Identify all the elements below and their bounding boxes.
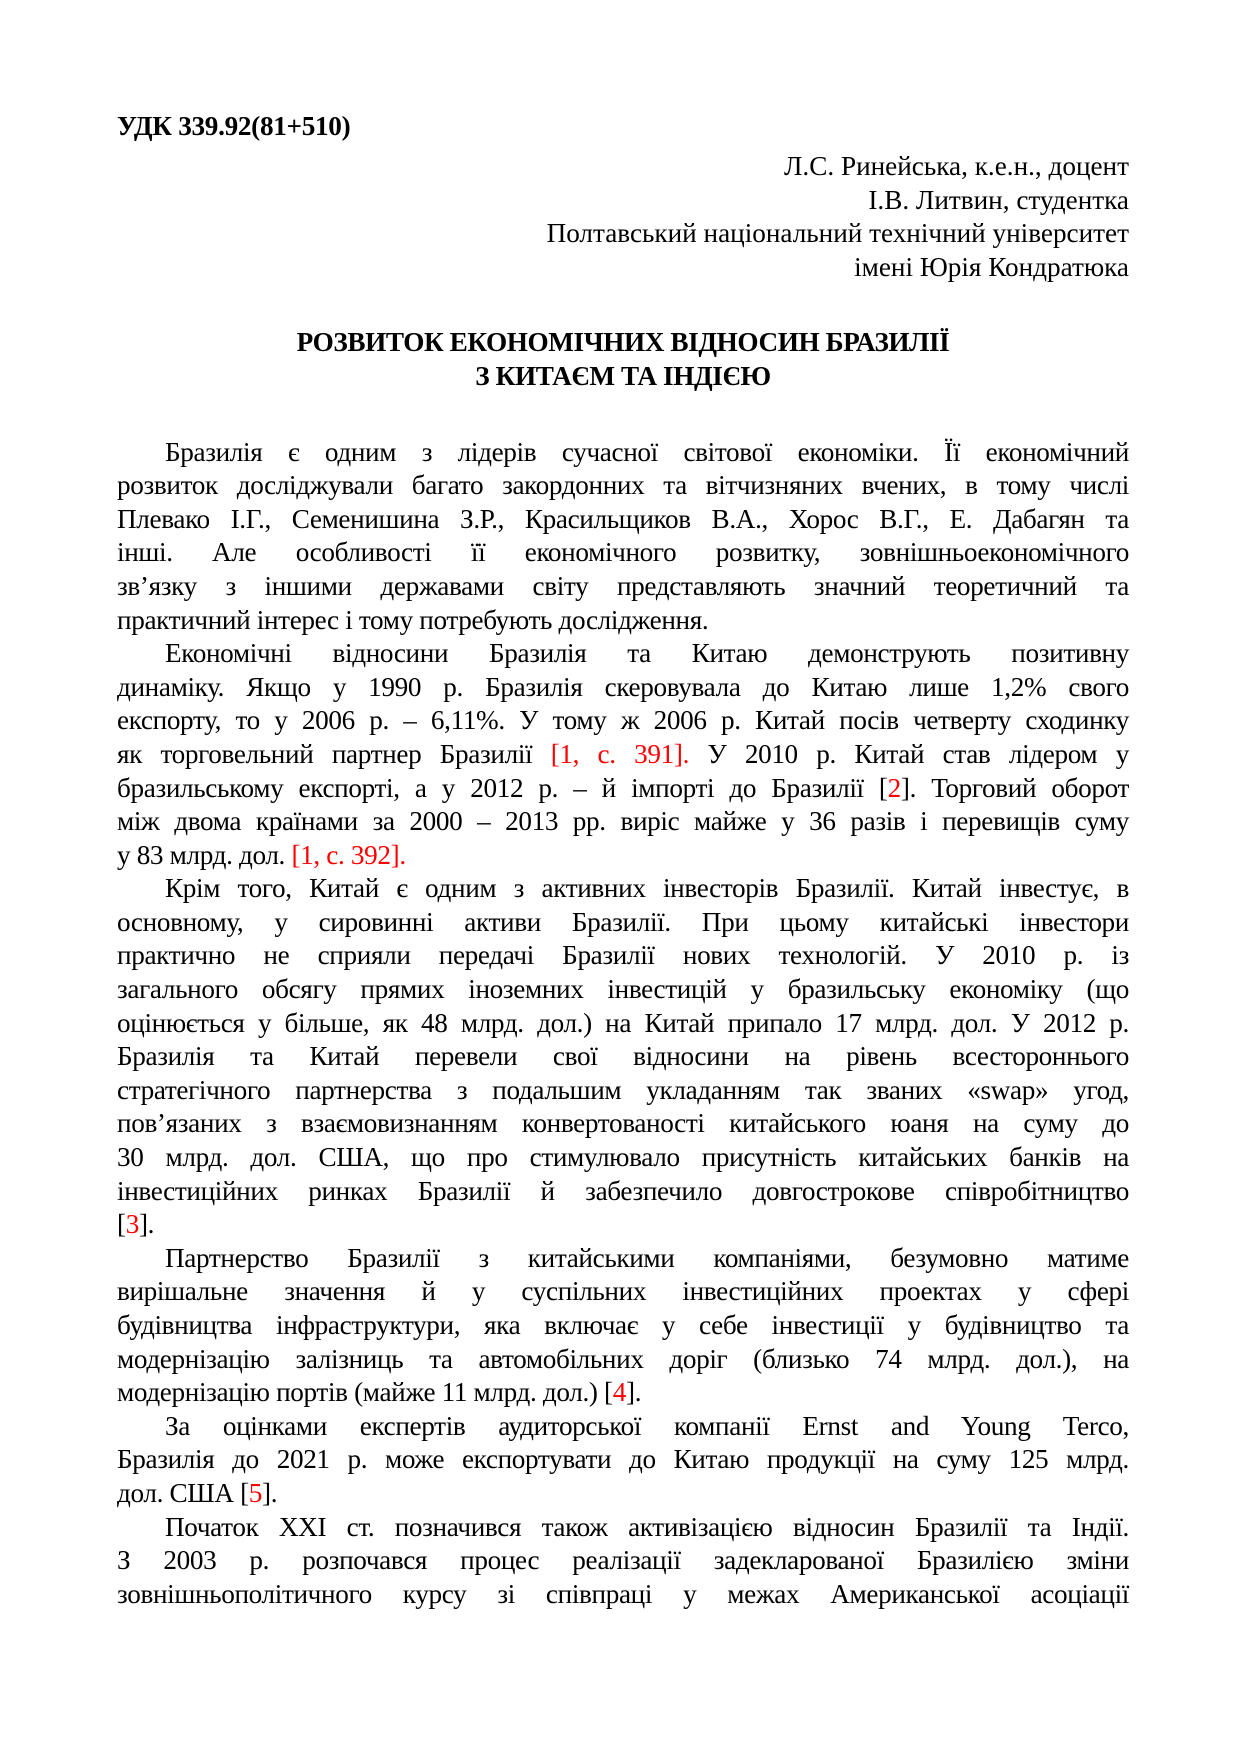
udk-code: УДК 339.92(81+510) bbox=[117, 111, 351, 141]
text-line: вирішальне значення й у суспільних інвестиційних проектах у сфері bbox=[117, 1276, 1129, 1307]
citation-link[interactable]: [1, с. 391]. bbox=[550, 738, 690, 769]
text-fragment: у 83 млрд. дол. bbox=[117, 839, 292, 870]
text-line: зовнішньополітичного курсу зі співпраці у межах Американської асоціації bbox=[117, 1578, 1129, 1609]
text-line bbox=[117, 772, 1129, 806]
text-fragment: ]. bbox=[138, 1209, 155, 1240]
text-line: Крім того, Китай є одним з активних інвесторів Бразилії. Китай інвестує, в bbox=[165, 873, 1129, 904]
citation-link[interactable]: 2 bbox=[887, 772, 901, 803]
text-line: стратегічного партнерства з подальшим укладанням так званих «swap» угод, bbox=[117, 1074, 1129, 1105]
affiliation-line-1: Полтавський національний технічний університет bbox=[546, 218, 1129, 249]
text-fragment: бразильському експорті, а у 2012 р. – й імпорті до Бразилії [ bbox=[117, 772, 888, 803]
text-line: інші. Але особливості її економічного розвитку, зовнішньоекономічного bbox=[117, 537, 1129, 568]
article-body bbox=[117, 436, 1129, 1612]
text-line: між двома країнами за 2000 – 2013 рр. виріс майже у 36 разів і перевищів суму bbox=[117, 806, 1129, 837]
paragraph-1 bbox=[117, 436, 1129, 638]
text-line: практичний інтерес і тому потребують дослідження. bbox=[117, 604, 709, 635]
text-fragment: дол. США [ bbox=[117, 1477, 249, 1508]
text-fragment: як торговельний партнер Бразилії bbox=[117, 738, 551, 769]
text-line bbox=[117, 738, 1129, 772]
text-line: Бразилія та Китай перевели свої відносини на рівень всестороннього bbox=[117, 1041, 1129, 1072]
text-line: Економічні відносини Бразилія та Китаю демонструють позитивну bbox=[165, 638, 1129, 669]
text-line: За оцінками експертів аудиторської компанії Ernst and Young Terco, bbox=[165, 1410, 1129, 1441]
paragraph-5 bbox=[117, 1410, 1129, 1511]
text-line: оцінюється у більше, як 48 млрд. дол.) на Китай припало 17 млрд. дол. У 2012 р. bbox=[117, 1007, 1129, 1038]
text-line: практично не сприяли передачі Бразилії нових технологій. У 2010 р. із bbox=[117, 940, 1129, 971]
affiliation-line-2: імені Юрія Кондратюка bbox=[854, 251, 1129, 282]
text-line: модернізацію залізниць та автомобільних доріг (близько 74 млрд. дол.), на bbox=[117, 1343, 1129, 1374]
text-line: Початок XXI ст. позначився також активізацією відносин Бразилії та Індії. bbox=[165, 1511, 1129, 1542]
citation-link[interactable]: [1, с. 392]. bbox=[291, 839, 406, 870]
title-line-1: РОЗВИТОК ЕКОНОМІЧНИХ ВІДНОСИН БРАЗИЛІЇ bbox=[296, 327, 950, 358]
text-fragment: ]. bbox=[262, 1477, 278, 1508]
text-fragment: ]. Торговий оборот bbox=[900, 772, 1129, 803]
text-line: 30 млрд. дол. США, що про стимулювало присутність китайських банків на bbox=[117, 1142, 1129, 1173]
text-line: експорту, то у 2006 р. – 6,11%. У тому ж 2006 р. Китай посів четверту сходинку bbox=[117, 705, 1129, 736]
title-line-2: З КИТАЄМ ТА ІНДІЄЮ bbox=[475, 360, 771, 391]
paragraph-4 bbox=[117, 1242, 1129, 1410]
text-line bbox=[117, 1477, 1129, 1511]
text-line: Партнерство Бразилії з китайськими компаніями, безумовно матиме bbox=[165, 1242, 1129, 1273]
text-line: Бразилія до 2021 р. може експортувати до Китаю продукції на суму 125 млрд. bbox=[117, 1444, 1129, 1475]
text-line: основному, у сировинні активи Бразилії. При цьому китайські інвестори bbox=[117, 906, 1129, 937]
text-line: загального обсягу прямих іноземних інвестицій у бразильську економіку (що bbox=[117, 974, 1129, 1005]
text-fragment: У 2010 р. Китай став лідером у bbox=[689, 738, 1129, 769]
text-line bbox=[117, 1208, 1129, 1242]
text-line: пов’язаних з взаємовизнанням конвертованості китайського юаня на суму до bbox=[117, 1108, 1129, 1139]
author-1: Л.С. Ринейська, к.е.н., доцент bbox=[783, 151, 1129, 181]
author-2: І.В. Литвин, студентка bbox=[868, 184, 1129, 215]
citation-link[interactable]: 5 bbox=[248, 1477, 263, 1508]
text-line: Плевако І.Г., Семенишина З.Р., Красильщиков В.А., Хорос В.Г., Е. Дабагян та bbox=[117, 503, 1129, 534]
text-line: З 2003 р. розпочався процес реалізації задекларованої Бразилією зміни bbox=[117, 1545, 1129, 1576]
paragraph-3 bbox=[117, 872, 1129, 1242]
text-line: інвестиційних ринках Бразилії й забезпечило довгострокове співробітництво bbox=[117, 1175, 1129, 1206]
text-fragment: модернізацію портів (майже 11 млрд. дол.) [ bbox=[117, 1377, 613, 1408]
text-line: Бразилія є одним з лідерів сучасної світової економіки. Її економічний bbox=[165, 436, 1129, 467]
document-page bbox=[117, 110, 1129, 1611]
text-fragment: ]. bbox=[626, 1377, 642, 1408]
text-line: зв’язку з іншими державами світу представляють значний теоретичний та bbox=[117, 570, 1129, 601]
text-line: динаміку. Якщо у 1990 р. Бразилія скеровувала до Китаю лише 1,2% свого bbox=[117, 671, 1129, 702]
text-fragment: [ bbox=[117, 1209, 126, 1240]
text-line: будівництва інфраструктури, яка включає у себе інвестиції у будівництво та bbox=[117, 1310, 1129, 1340]
citation-link[interactable]: 4 bbox=[612, 1377, 626, 1408]
paragraph-6 bbox=[117, 1511, 1129, 1612]
author-block bbox=[117, 150, 1129, 284]
paragraph-2 bbox=[117, 637, 1129, 872]
text-line bbox=[117, 839, 1129, 873]
text-line bbox=[117, 1376, 1129, 1410]
text-line: розвиток досліджували багато закордонних та вітчизняних вчених, в тому числі bbox=[117, 470, 1129, 501]
article-title bbox=[117, 326, 1129, 393]
citation-link[interactable]: 3 bbox=[125, 1209, 139, 1240]
